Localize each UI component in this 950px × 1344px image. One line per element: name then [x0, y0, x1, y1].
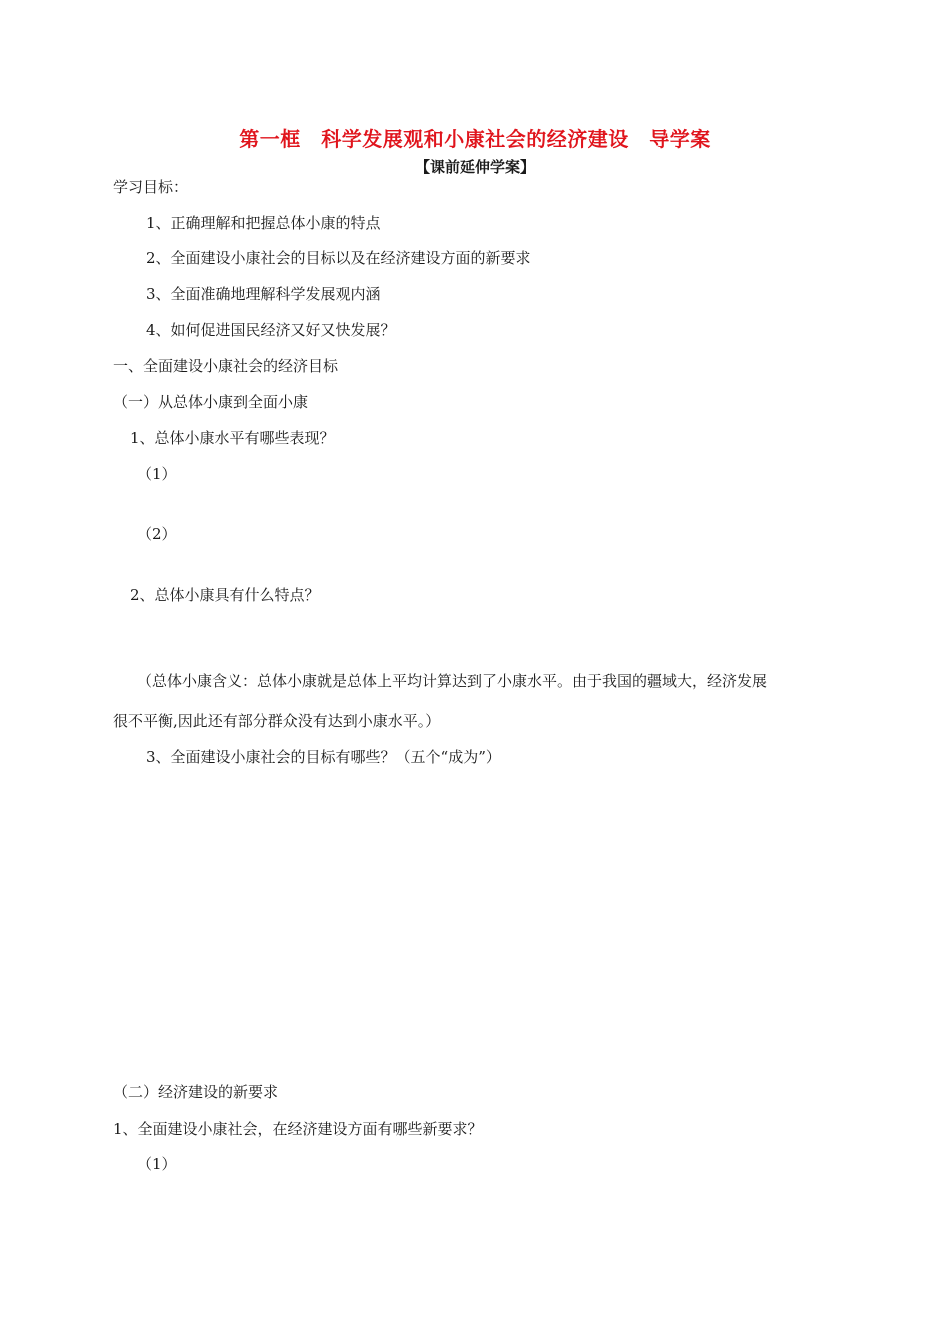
question: 2、总体小康具有什么特点？ [130, 586, 320, 604]
question: 1、总体小康水平有哪些表现？ [130, 429, 335, 447]
objective-item: 3、全面准确地理解科学发展观内涵 [146, 285, 381, 303]
subsection-heading: （二）经济建设的新要求 [113, 1083, 279, 1101]
objective-item: 2、全面建设小康社会的目标以及在经济建设方面的新要求 [146, 249, 531, 267]
note-text: 很不平衡,因此还有部分群众没有达到小康水平。） [113, 712, 441, 730]
question: 1、全面建设小康社会，在经济建设方面有哪些新要求？ [113, 1120, 483, 1138]
subsection-heading: （一）从总体小康到全面小康 [113, 393, 309, 411]
document-title: 第一框 科学发展观和小康社会的经济建设 导学案 [239, 127, 711, 151]
document-subtitle: 【课前延伸学案】 [414, 158, 535, 176]
note-text: （总体小康含义：总体小康就是总体上平均计算达到了小康水平。由于我国的疆域大，经济发展 [137, 672, 768, 690]
answer-item: （2） [137, 525, 177, 543]
question: 3、全面建设小康社会的目标有哪些？（五个“成为”） [146, 748, 501, 766]
objective-item: 4、如何促进国民经济又好又快发展？ [146, 321, 396, 339]
objective-item: 1、正确理解和把握总体小康的特点 [146, 214, 381, 232]
section-heading: 一、全面建设小康社会的经济目标 [113, 357, 339, 375]
answer-item: （1） [137, 1155, 177, 1173]
objectives-heading: 学习目标： [113, 178, 189, 196]
answer-item: （1） [137, 465, 177, 483]
